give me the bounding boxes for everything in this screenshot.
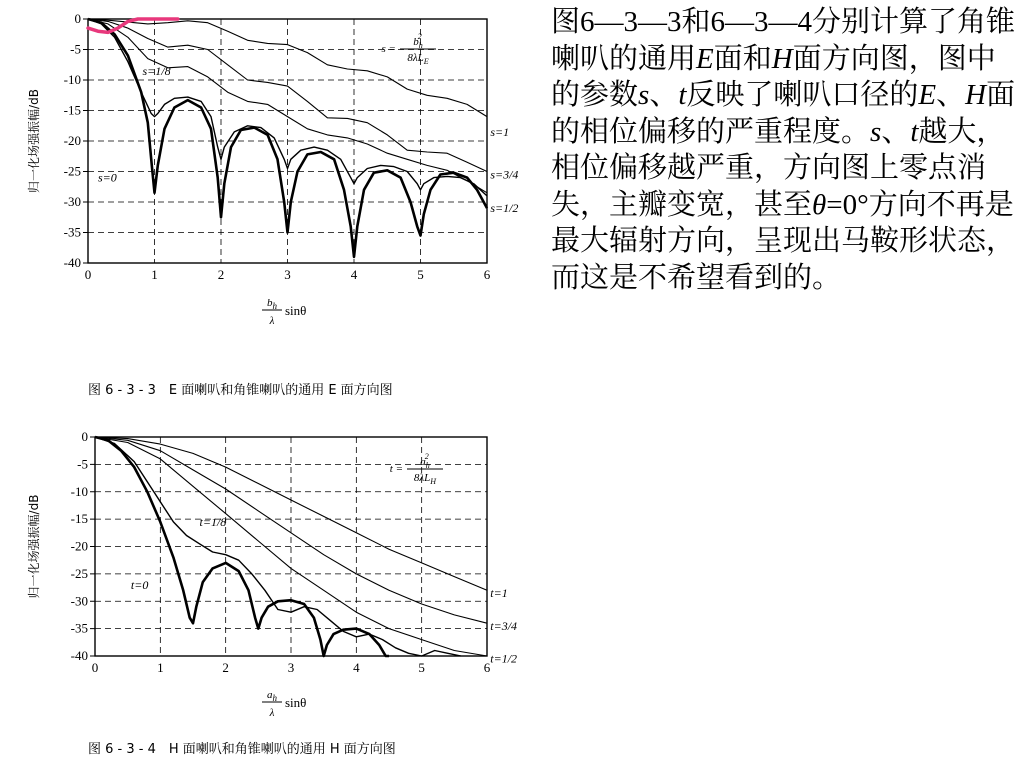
x-label-suffix: sinθ	[285, 695, 307, 710]
formula-lhs: s =	[381, 43, 396, 55]
figure-caption: 图 6 - 3 - 3 E 面喇叭和角锥喇叭的通用 E 面方向图	[88, 383, 393, 398]
description-part: 越大，相位偏移越严重，方向图上零点消失，主瓣变宽，甚至	[551, 115, 1006, 221]
formula-den-main: 8λL	[407, 52, 424, 64]
x-tick-label: 6	[483, 660, 491, 675]
description-part: t	[678, 79, 687, 111]
series-label: s=1	[490, 124, 510, 139]
y-tick-label: -30	[70, 593, 88, 609]
x-tick-label: 2	[217, 267, 225, 282]
h-plane-chart	[0, 420, 540, 768]
description-part: 面方向图，图中的参数	[551, 42, 996, 111]
formula-num-var: a	[420, 456, 426, 468]
y-tick-label: -25	[70, 565, 88, 581]
description-part: E	[696, 42, 714, 75]
description-part: H	[965, 79, 987, 111]
y-tick-label: -30	[63, 194, 81, 209]
x-tick-label: 4	[350, 267, 358, 282]
y-tick-label: -10	[63, 72, 81, 87]
x-label-numerator	[267, 297, 278, 311]
x-tick-label: 2	[222, 660, 229, 675]
formula-denominator	[407, 52, 428, 66]
x-tick-label: 3	[287, 660, 295, 675]
x-label-numerator	[267, 689, 278, 703]
formula-den-sub: H	[430, 477, 437, 486]
formula-num-sub: h	[418, 41, 423, 50]
description-part: s	[870, 115, 882, 148]
description-part: 反映了喇叭口径的	[686, 79, 919, 111]
series-label: s=3/4	[490, 167, 519, 182]
description-part: 、	[881, 115, 911, 148]
y-tick-label: -20	[70, 538, 88, 554]
x-tick-label: 1	[157, 660, 164, 675]
x-tick-label: 4	[353, 660, 360, 675]
x-label-suffix: sinθ	[285, 303, 307, 318]
x-tick-label: 0	[84, 267, 92, 282]
e-plane-chart-svg	[0, 0, 540, 400]
y-axis-label: 归一化场强振幅/dB	[27, 494, 41, 599]
x-axis-label	[262, 689, 306, 719]
series-label: t=1/2	[490, 651, 518, 666]
y-tick-label: -15	[70, 511, 88, 527]
x-tick-label: 5	[417, 267, 424, 282]
description-part: 面和	[713, 42, 772, 75]
e-plane-chart	[0, 0, 540, 400]
y-axis-label: 归一化场强振幅/dB	[27, 89, 41, 193]
formula-denominator	[414, 472, 437, 486]
description-part: s	[638, 79, 650, 111]
description-part: 、	[936, 79, 966, 111]
series-label: t=1/8	[199, 514, 227, 529]
x-tick-label: 1	[151, 267, 158, 282]
formula-numerator	[413, 32, 423, 50]
x-tick-label: 6	[483, 267, 491, 282]
x-label-num-var: b	[267, 297, 273, 309]
description-part: H	[771, 42, 793, 75]
description-part: 面的相位偏移的严重程度。	[551, 79, 1016, 148]
series-label: s=1/2	[490, 201, 519, 216]
x-tick-label: 5	[418, 660, 425, 675]
x-label-num-sub: h	[272, 301, 277, 311]
description-part: 、	[649, 79, 679, 111]
y-tick-label: -35	[70, 620, 88, 636]
description-text	[551, 4, 1021, 296]
description-part: =0°方向不再是最大辐射方向，呈现出马鞍形状态，而这是不希望看到的。	[551, 188, 1016, 294]
y-tick-label: -5	[77, 456, 88, 472]
h-plane-chart-svg	[0, 420, 540, 768]
formula-num-sub: h	[425, 461, 430, 470]
y-tick-label: -40	[63, 255, 81, 270]
series-label: s=0	[97, 170, 117, 185]
description-part: E	[918, 79, 937, 111]
x-tick-label: 0	[91, 660, 99, 675]
formula-den-sub: E	[423, 57, 429, 66]
y-tick-label: -15	[63, 102, 81, 118]
figure-caption: 图 6 - 3 - 4 H 面喇叭和角锥喇叭的通用 H 面方向图	[88, 742, 396, 757]
series-label: t=1	[490, 586, 508, 601]
formula-numerator	[420, 452, 430, 470]
y-tick-label: -40	[70, 648, 88, 663]
y-tick-label: -5	[70, 41, 81, 57]
formula	[382, 32, 436, 66]
x-tick-label: 3	[284, 267, 291, 282]
series-label: t=0	[130, 577, 149, 592]
description-part: θ	[812, 188, 827, 221]
description-part: 图6—3—3和6—3—4分别计算了角锥喇叭的通用	[551, 6, 1016, 75]
y-tick-label: -10	[70, 483, 88, 499]
x-label-denominator: λ	[269, 707, 275, 719]
x-label-num-sub: h	[272, 693, 277, 703]
formula-lhs: t =	[389, 463, 403, 475]
x-label-num-var: a	[267, 689, 273, 701]
formula	[390, 452, 443, 486]
formula-num-sup: 2	[417, 32, 422, 41]
x-axis-label	[262, 297, 306, 327]
y-tick-label: 0	[81, 429, 88, 444]
formula-den-main: 8λL	[413, 472, 431, 484]
y-tick-label: -25	[63, 163, 81, 179]
y-tick-label: 0	[74, 11, 81, 26]
y-tick-label: -20	[63, 133, 81, 148]
formula-num-var: b	[413, 36, 419, 48]
formula-num-sup: 2	[424, 452, 429, 461]
series-label: t=3/4	[490, 618, 518, 633]
series-label: s=1/8	[142, 63, 171, 78]
y-tick-label: -35	[63, 224, 81, 240]
x-label-denominator: λ	[269, 315, 275, 327]
description-part: t	[910, 115, 919, 148]
